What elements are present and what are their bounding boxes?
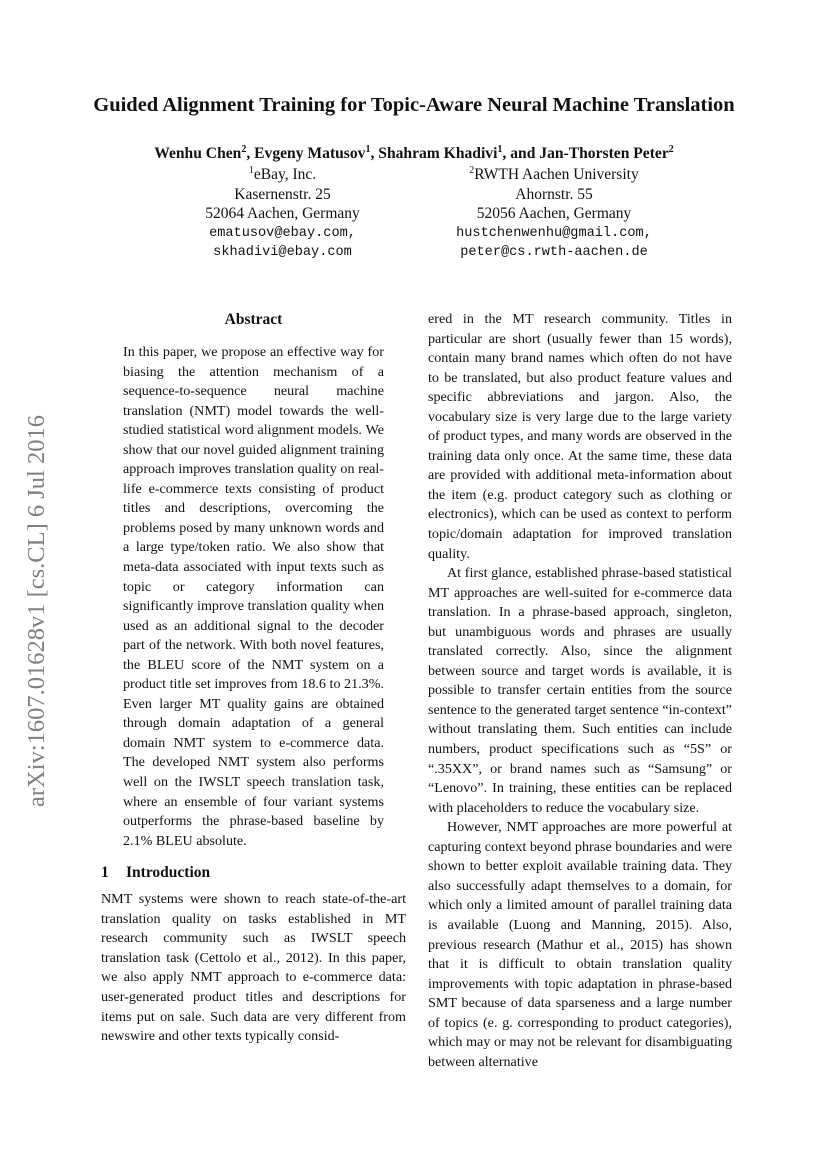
affiliation-ebay	[170, 165, 395, 263]
affiliation-street: Ahornstr. 55	[515, 185, 593, 203]
author: Jan-Thorsten Peter$^2$	[539, 144, 674, 162]
intro-paragraph-2: At first glance, established phrase-based statistical MT approaches are well-suited for e-commerce data translation. In a phrase-based approach, singleton, but unambiguous words and phrases are usually translated correctly. Also, since the alignment between source and target words is available, it is possible to transfer certain entities from the source sentence to the generated target sentence “in-context” without translating them. Such entities can include numbers, product specifications such as “5S” or “.35XX”, or brand names such as “Samsung” or “Lenovo”. In training, these entities can be replaced with placeholders to reduce the vocabulary size.	[428, 565, 732, 816]
affiliation-city: 52056 Aachen, Germany	[476, 205, 632, 223]
intro-paragraph-1-continued: ered in the MT research community. Titles in particular are short (usually fewer than 15 words), contain many brand names which often do not have to be translated, but also product feature values and specific abbreviations and jargon. Also, the vocabulary size is very large due to the large variety of product types, and many words are observed in the training data only once. At the same time, these data are provided with additional meta-information about the item (e.g. product category such as clothing or electronics), which can be used as context to perform topic/domain adaptation for improved translation quality.	[428, 311, 732, 562]
email-link[interactable]: peter@cs.rwth-aachen.de	[460, 245, 648, 261]
section-heading-introduction: 1 Introduction	[101, 864, 211, 882]
intro-paragraph-3: However, NMT approaches are more powerful at capturing context beyond phrase boundaries and were shown to better exploit available training data. They also successfully adapt themselves to a domain, for which only a limited amount of parallel training data is available (Luong and Manning, 2015). Also, previous research (Mathur et al., 2015) has shown that it is difficult to obtain translation quality improvements with topic adaptation in phrase-based SMT because of data sparseness and a large number of topics (e. g. corresponding to product categories), which may or may not be relevant for disambiguating between alternative	[428, 819, 732, 1070]
affiliation-org: $^1$eBay, Inc.	[248, 165, 317, 183]
abstract-heading: Abstract	[224, 311, 283, 328]
author: Evgeny Matusov$^1$,	[254, 144, 379, 162]
affiliation-street: Kasernenstr. 25	[234, 185, 331, 203]
affiliation-rwth	[420, 165, 688, 263]
right-column	[428, 310, 732, 1072]
affiliation-org: $^2$RWTH Aachen University	[469, 165, 639, 183]
left-column	[101, 310, 406, 1047]
intro-paragraph-1: NMT systems were shown to reach state-of-the-art translation quality on tasks established in MT research community such as IWSLT speech translation task (Cettolo et al., 2012). In this paper, we also apply NMT approach to e-commerce data: user-generated product titles and descriptions for items put on sale. Such data are very different from newswire and other texts typically consid-	[101, 891, 406, 1045]
affiliation-city: 52064 Aachen, Germany	[205, 205, 360, 223]
author: Shahram Khadivi$^1$, and	[378, 144, 540, 162]
author-list	[0, 145, 828, 163]
email-link[interactable]: ematusov@ebay.com,	[209, 225, 356, 241]
abstract-text: In this paper, we propose an effective way for biasing the attention mechanism of a sequence-to-sequence neural machine translation (NMT) model towards the well-studied statistical word alignment models. We show that our novel guided alignment training approach improves translation quality on real-life e-commerce texts consisting of product titles and descriptions, overcoming the problems posed by many unknown words and a large type/token ratio. We also show that meta-data associated with input texts such as topic or category information can significantly improve translation quality when used as an additional signal to the decoder part of the network. With both novel features, the BLEU score of the NMT system on a product title set improves from 18.6 to 21.3%. Even larger MT quality gains are obtained through domain adaptation of a general domain NMT system to e-commerce data. The developed NMT system also performs well on the IWSLT speech translation task, where an ensemble of four variant systems outperforms the phrase-based baseline by 2.1% BLEU absolute.	[123, 344, 384, 849]
arxiv-stamp: arXiv:1607.01628v1 [cs.CL] 6 Jul 2016	[23, 415, 50, 807]
author: Wenhu Chen$^2$,	[154, 144, 255, 162]
email-link[interactable]: skhadivi@ebay.com	[213, 245, 352, 261]
paper-title: Guided Alignment Training for Topic-Aware Neural Machine Translation	[93, 94, 735, 116]
email-link[interactable]: hustchenwenhu@gmail.com,	[456, 225, 652, 241]
